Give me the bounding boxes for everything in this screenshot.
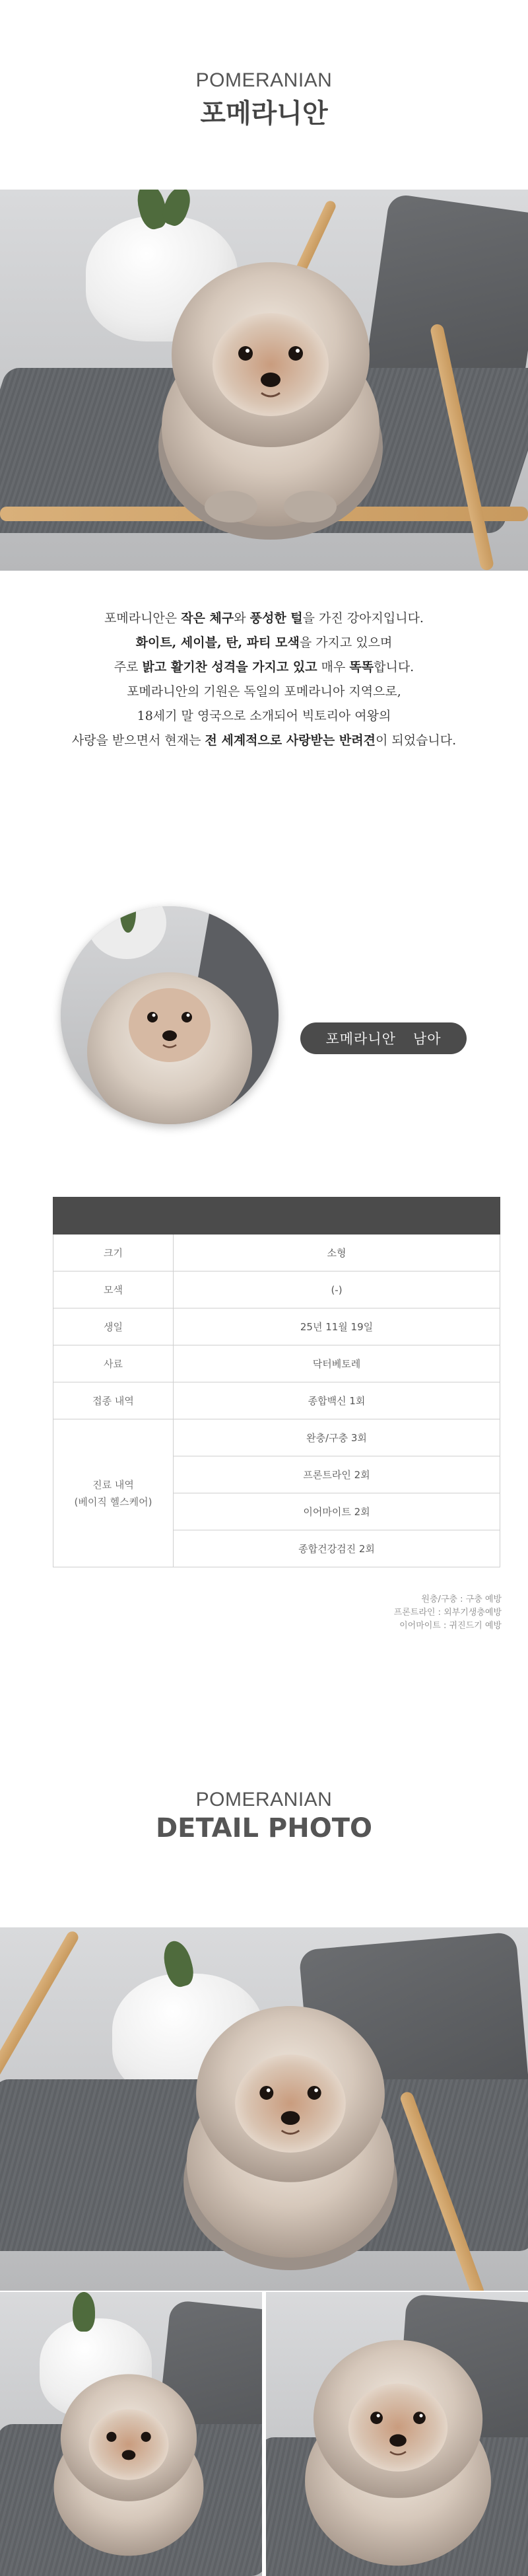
pomeranian-photo-icon (33, 2351, 224, 2569)
care-item: 프론트라인 2회 (174, 1456, 500, 1493)
description-line-6: 사랑을 받으면서 현재는 전 세계적으로 사랑받는 반려견이 되었습니다. (71, 733, 457, 748)
pomeranian-photo-icon (132, 229, 409, 546)
description-line-3: 주로 밝고 활기찬 성격을 가지고 있고 매우 똑똑합니다. (114, 660, 414, 674)
row-label: 생일 (53, 1308, 174, 1345)
row-value: 종합백신 1회 (174, 1382, 500, 1419)
description-line-4: 포메라니안의 기원은 독일의 포메라니아 지역으로, (127, 684, 401, 699)
note-line: 이어마이트 : 귀진드기 예방 (399, 1621, 502, 1631)
row-label: 사료 (53, 1345, 174, 1382)
page-title: 포메라니안 (200, 98, 328, 129)
table-row (53, 1308, 500, 1345)
row-label: 크기 (53, 1234, 174, 1271)
care-item: 종합건강검진 2회 (174, 1530, 500, 1567)
gender-label: 남아 (412, 1031, 442, 1047)
note-line: 프론트라인 : 외부기생충예방 (393, 1608, 502, 1618)
detail-photo-right (266, 2292, 528, 2576)
row-value: 소형 (174, 1234, 500, 1271)
table-row (53, 1234, 500, 1271)
row-label: 접종 내역 (53, 1382, 174, 1419)
care-history-label: 진료 내역 (베이직 헬스케어) (53, 1419, 174, 1567)
table-row (53, 1382, 500, 1419)
detail-photo-large (0, 1927, 528, 2291)
pomeranian-portrait-icon (84, 933, 255, 1124)
description-line-1: 포메라니안은 작은 체구와 풍성한 털을 가진 강아지입니다. (104, 611, 424, 626)
header-eyebrow: POMERANIAN (195, 69, 333, 91)
table-row (53, 1345, 500, 1382)
table-header-cell (174, 1198, 500, 1234)
care-item: 이어마이트 2회 (174, 1493, 500, 1530)
breed-label: 포메라니안 (325, 1031, 396, 1047)
description-line-2: 화이트, 세이블, 탄, 파티 모색을 가지고 있으며 (135, 635, 393, 650)
hero-photo (0, 190, 528, 571)
detail-photo-left (0, 2292, 262, 2576)
pomeranian-photo-icon (279, 2312, 517, 2576)
profile-photo (61, 906, 279, 1124)
detail-eyebrow: POMERANIAN (195, 1789, 333, 1810)
detail-title: DETAIL PHOTO (155, 1813, 373, 1843)
profile-badge (300, 1022, 467, 1054)
table-row (53, 1419, 500, 1456)
pomeranian-photo-icon (158, 1974, 422, 2277)
description-line-5: 18세기 말 영국으로 소개되어 빅토리아 여왕의 (137, 709, 391, 723)
row-label: 모색 (53, 1271, 174, 1308)
breed-description (0, 606, 528, 753)
table-header-cell (53, 1198, 174, 1234)
row-value: 25년 11월 19일 (174, 1308, 500, 1345)
row-value: (-) (174, 1271, 500, 1308)
table-header-row (53, 1198, 500, 1234)
row-value: 닥터베토레 (174, 1345, 500, 1382)
info-table (53, 1197, 500, 1567)
care-item: 완충/구충 3회 (174, 1419, 500, 1456)
care-notes (394, 1593, 502, 1633)
note-line: 원충/구충 : 구충 예방 (421, 1594, 502, 1604)
table-row (53, 1271, 500, 1308)
